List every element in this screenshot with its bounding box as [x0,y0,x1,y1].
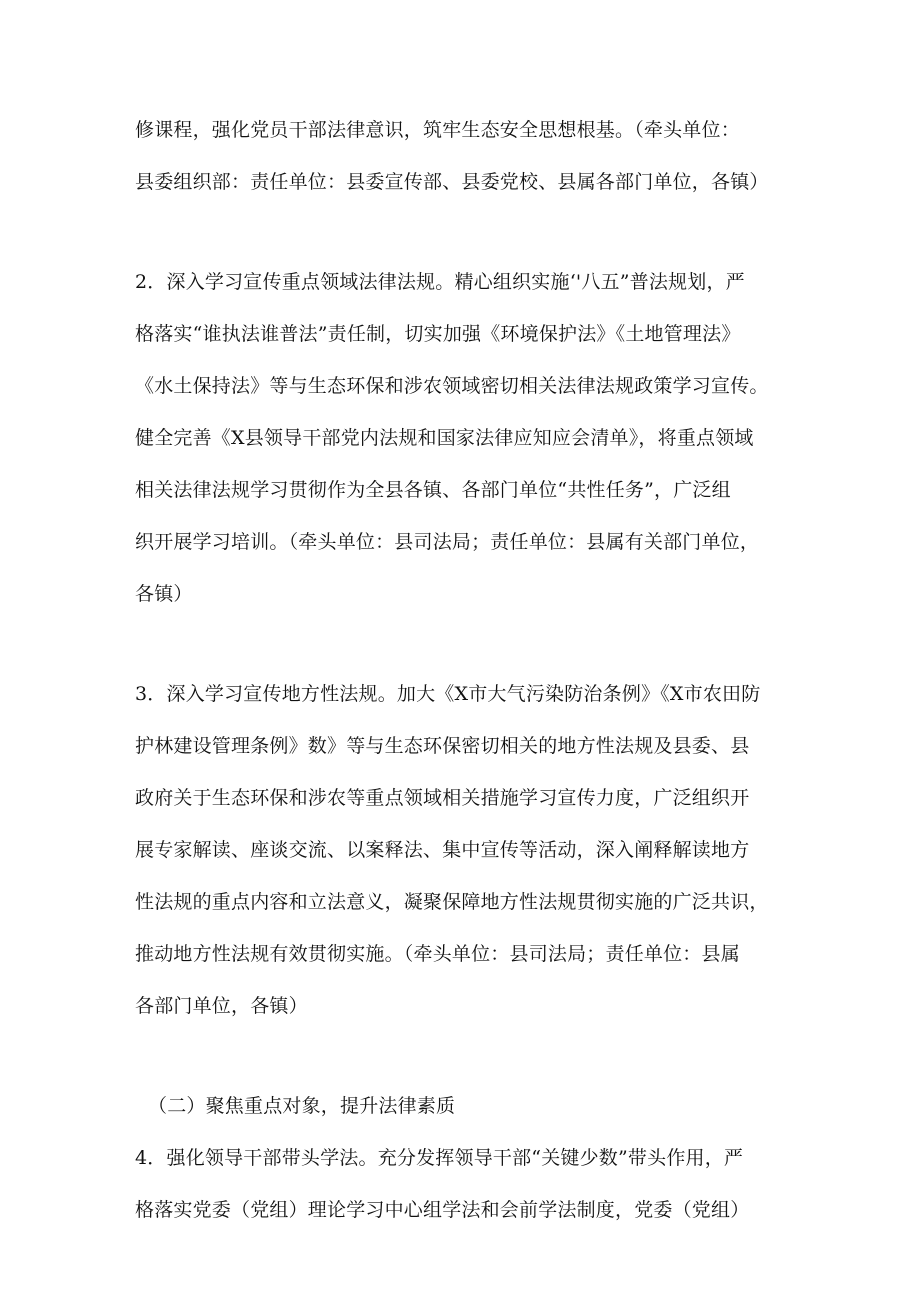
item-3-line: 性法规的重点内容和立法意义，凝聚保障地方性法规贯彻实施的广泛共识， [135,891,769,913]
item-3-line: 各部门单位，各镇） [135,995,308,1017]
item-4-line: 格落实党委（党组）理论学习中心组学法和会前学法制度，党委（党组） [135,1199,750,1221]
item-4-line: 4．强化领导干部带头学法。充分发挥领导干部“关键少数”带头作用，严 [135,1147,744,1169]
item-2-line: 各镇） [135,583,193,605]
item-3-line: 3．深入学习宣传地方性法规。加大《X市大气污染防治条例》《X市农田防 [135,683,761,705]
item-3-line: 展专家解读、座谈交流、以案释法、集中宣传等活动，深入阐释解读地方 [135,839,750,861]
item-3-line: 推动地方性法规有效贯彻实施。（牵头单位：县司法局；责任单位：县属 [135,943,740,965]
item-2-line: 健全完善《X县领导干部党内法规和国家法律应知应会清单》，将重点领域 [135,427,754,449]
item-2-line: 相关法律法规学习贯彻作为全县各镇、各部门单位“共性任务”，广泛组 [135,479,731,501]
item-2-line: 2．深入学习宣传重点领域法律法规。精心组织实施‘'八五”普法规划，严 [135,271,745,293]
item-3-line: 政府关于生态环保和涉农等重点领域相关措施学习宣传力度，广泛组织开 [135,787,750,809]
item-2-line: 织开展学习培训。（牵头单位：县司法局；责任单位：县属有关部门单位， [135,531,760,553]
item-2-line: 格落实“谁执法谁普法”责任制，切实加强《环境保护法》《土地管理法》 [135,323,741,345]
item-2-line: 《水土保持法》等与生态环保和涉农领域密切相关法律法规政策学习宣传。 [135,375,769,397]
item-3-line: 护林建设管理条例》数》等与生态环保密切相关的地方性法规及县委、县 [135,735,750,757]
paragraph-line: 修课程，强化党员干部法律意识，筑牢生态安全思想根基。（牵头单位： [135,119,740,141]
paragraph-line: 县委组织部：责任单位：县委宣传部、县委党校、县属各部门单位，各镇） [135,171,769,193]
section-heading: （二）聚焦重点对象，提升法律素质 [148,1095,456,1117]
